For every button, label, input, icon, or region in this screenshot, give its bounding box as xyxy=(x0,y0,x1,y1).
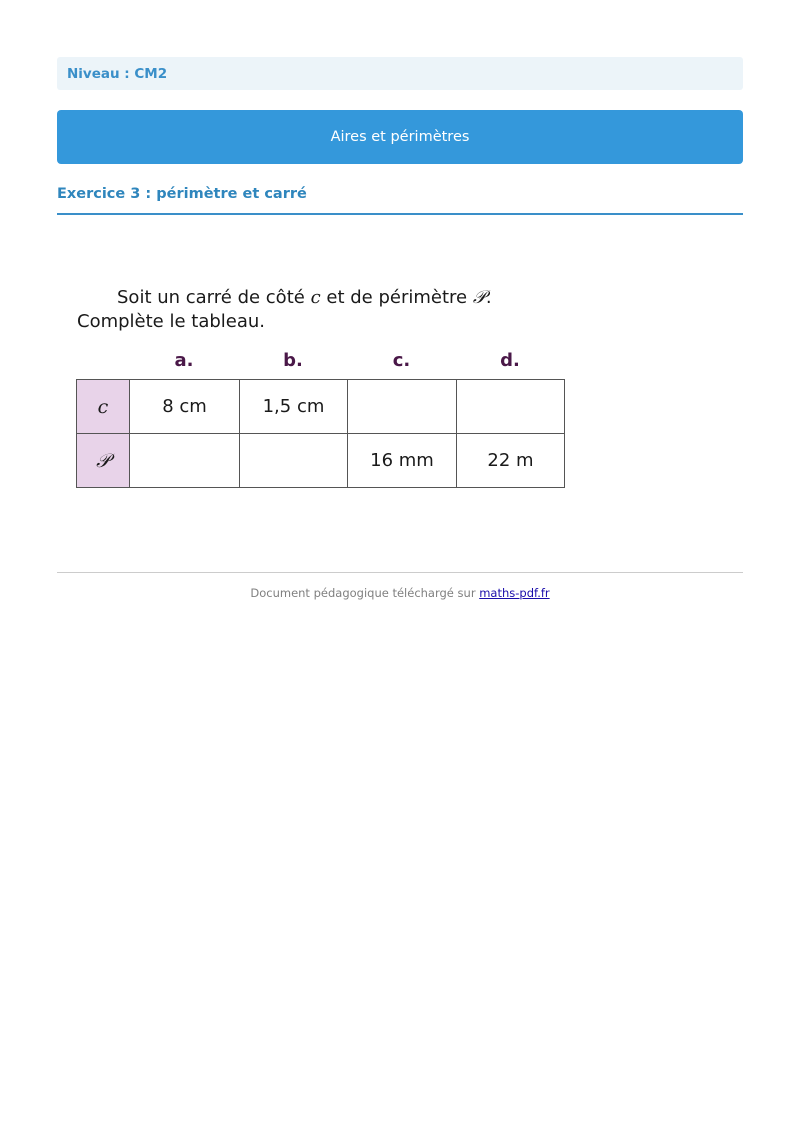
footer xyxy=(57,586,743,600)
footer-text: Document pédagogique téléchargé sur xyxy=(250,586,480,600)
table-cell: 16 mm xyxy=(348,434,457,488)
table-cell: 1,5 cm xyxy=(240,380,348,434)
statement-line-2: Complète le tableau. xyxy=(77,311,266,332)
exercise-statement xyxy=(77,286,597,334)
page-title-banner xyxy=(57,110,743,164)
page-title: Aires et périmètres xyxy=(330,129,470,145)
table-cell xyxy=(130,434,240,488)
column-header-a: a. xyxy=(174,350,194,371)
table-row-side xyxy=(77,380,565,434)
statement-text-a: Soit un carré de côté xyxy=(117,287,311,308)
table-cell xyxy=(348,380,457,434)
column-header-d: d. xyxy=(500,350,520,371)
table-cell: 8 cm xyxy=(130,380,240,434)
row-label-side: c xyxy=(77,380,130,434)
row-label-perimeter: 𝒫 xyxy=(77,434,130,488)
perimeter-variable: 𝒫 xyxy=(472,287,486,308)
statement-line-1 xyxy=(77,286,597,310)
table-cell xyxy=(240,434,348,488)
table-row-perimeter xyxy=(77,434,565,488)
column-headers xyxy=(129,350,565,374)
table-cell: 22 m xyxy=(457,434,565,488)
statement-period: . xyxy=(485,287,492,308)
column-header-b: b. xyxy=(283,350,303,371)
exercise-table xyxy=(76,379,565,488)
exercise-heading-text: Exercice 3 : périmètre et carré xyxy=(57,186,307,202)
table-cell xyxy=(457,380,565,434)
footer-divider xyxy=(57,572,743,573)
level-label: Niveau : CM2 xyxy=(67,65,168,82)
column-header-c: c. xyxy=(392,350,411,371)
exercise-heading xyxy=(57,186,743,215)
side-variable: c xyxy=(310,287,321,308)
statement-text-b: et de périmètre xyxy=(320,287,473,308)
footer-link[interactable]: maths-pdf.fr xyxy=(479,586,550,600)
level-badge xyxy=(57,57,743,90)
